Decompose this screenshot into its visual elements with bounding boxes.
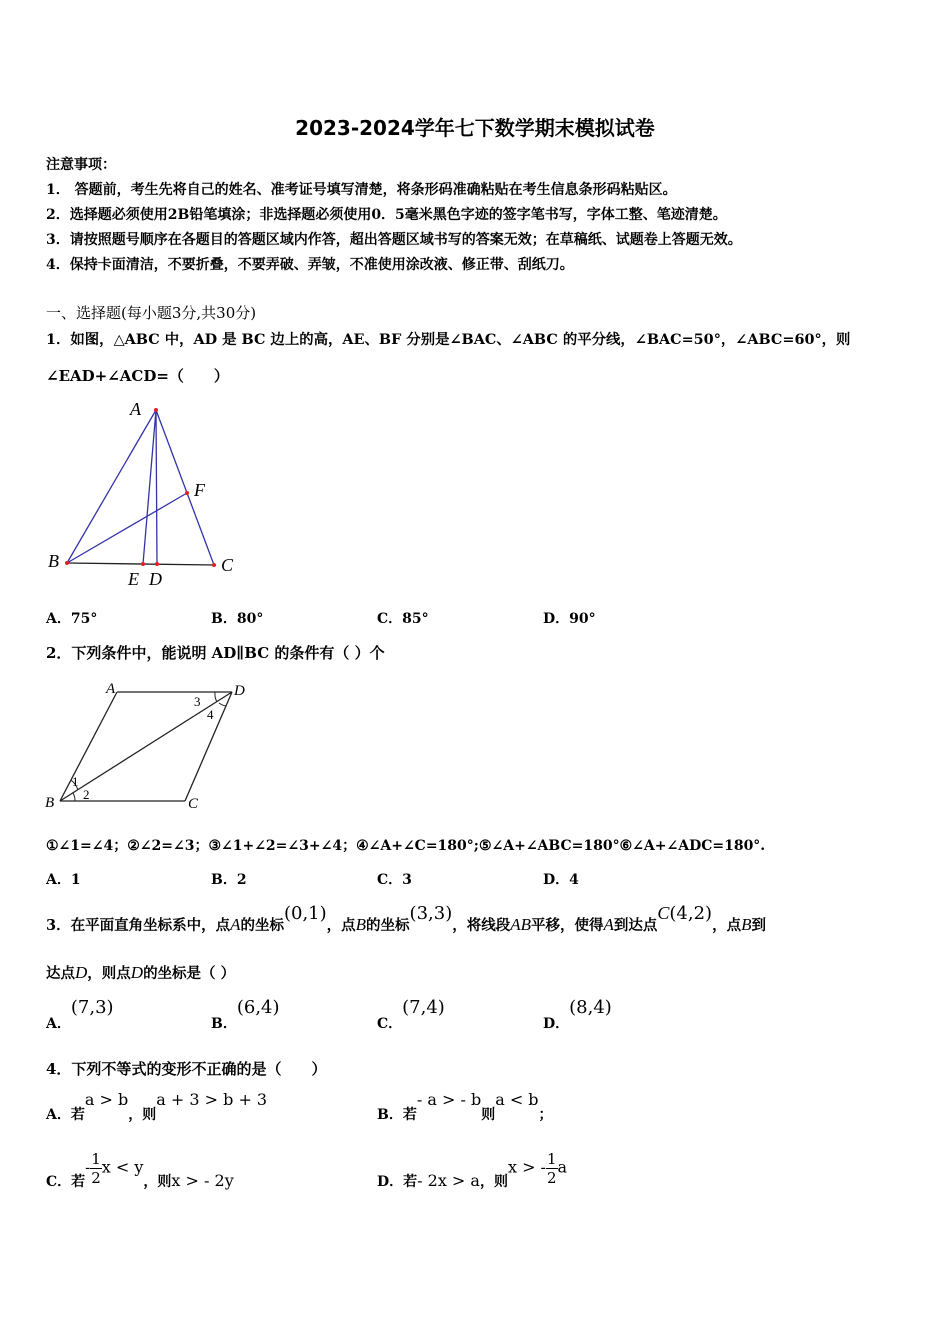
q4-option-c[interactable] <box>46 1150 234 1190</box>
q4-option-a-then: ，则 <box>128 1107 157 1123</box>
question-2-figure <box>40 676 255 816</box>
q3-option-d-label: D． <box>543 1016 570 1032</box>
segment-ad <box>156 410 157 564</box>
q4-option-d[interactable] <box>377 1150 568 1190</box>
q3-option-c-value: (7,4) <box>402 997 445 1018</box>
q4-option-c-minus: - <box>85 1158 91 1177</box>
q4-option-b-premise: - a > - b <box>416 1090 482 1109</box>
q3-text: 的坐标是（ ） <box>143 965 236 982</box>
q3-text: 3．在平面直角坐标系中，点 <box>46 917 231 934</box>
q2-option-b[interactable]: B．2 <box>211 872 247 888</box>
q3-point-d: D <box>75 963 88 982</box>
angle-arc-3 <box>215 692 217 702</box>
label-c: C <box>188 796 199 812</box>
q3-point-c: C <box>657 903 670 923</box>
label-e: E <box>128 569 139 589</box>
label-a: A <box>130 399 141 419</box>
label-a: A <box>106 681 116 697</box>
side-ab <box>67 410 156 563</box>
q3-coord-a: (0,1) <box>283 903 327 924</box>
q4-option-d-conclusion: x > - <box>507 1157 546 1177</box>
q3-coord-b: (3,3) <box>409 903 453 924</box>
q3-segment-ab: AB <box>510 915 531 934</box>
question-2-stem: 2．下列条件中，能说明 AD∥BC 的条件有（ ）个 <box>46 644 385 662</box>
q3-option-c-label: C． <box>377 1016 403 1032</box>
q3-text: 达点 <box>46 965 75 982</box>
q3-option-b-label: B． <box>211 1016 237 1032</box>
q2-option-a[interactable]: A．1 <box>46 872 81 888</box>
notice-heading: 注意事项： <box>46 157 116 173</box>
q3-text: 到 <box>751 917 766 934</box>
question-1-stem: 1．如图，△ABC 中，AD 是 BC 边上的高，AE、BF 分别是∠BAC、∠ABC 的平分线，∠BAC=50°，∠ABC=60°，则 <box>46 331 851 348</box>
q3-option-a-value: (7,3) <box>70 997 114 1018</box>
q4-option-c-fraction <box>90 1150 102 1187</box>
q4-option-a-label: A．若 <box>46 1107 85 1123</box>
q3-point-b: B <box>741 915 752 934</box>
segment-ae <box>143 410 156 564</box>
fraction-numerator: 1 <box>546 1150 557 1168</box>
label-f: F <box>194 480 205 500</box>
q3-option-d-value: (8,4) <box>569 997 612 1018</box>
notice-item: 3．请按照题号顺序在各题目的答题区域内作答，超出答题区域书写的答案无效；在草稿纸、试题卷上答题无效。 <box>46 232 742 248</box>
question-1-figure <box>40 395 250 590</box>
q4-option-a-premise: a > b <box>84 1090 129 1109</box>
q4-option-d-label: D．若 <box>377 1173 418 1190</box>
point-d <box>155 562 159 566</box>
q3-option-d[interactable] <box>543 997 612 1032</box>
q4-option-c-then: ，则 <box>143 1173 172 1190</box>
notice-item: 4．保持卡面清洁，不要折叠，不要弄破、弄皱，不准使用涂改液、修正带、刮纸刀。 <box>46 257 574 273</box>
point-b <box>65 561 69 565</box>
q3-coord-c: (4,2) <box>669 903 713 924</box>
q1-option-b[interactable]: B．80° <box>211 611 264 627</box>
q4-option-c-premise: x < y <box>101 1157 144 1177</box>
q1-option-d[interactable]: D．90° <box>543 611 596 627</box>
segment-bf <box>67 493 187 563</box>
q3-option-b-value: (6,4) <box>236 997 280 1018</box>
q3-option-b[interactable] <box>211 997 280 1032</box>
side-ac <box>156 410 214 565</box>
q3-text: ，点 <box>712 917 742 934</box>
question-1-stem-cont: ∠EAD+∠ACD=（ ） <box>46 367 229 385</box>
question-2-conditions: ①∠1=∠4；②∠2=∠3；③∠1+∠2=∠3+∠4；④∠A+∠C=180°;⑤∠A+∠ABC=180°⑥∠A+∠ADC=180°. <box>46 838 766 854</box>
label-b: B <box>45 795 55 811</box>
q1-option-c[interactable]: C．85° <box>377 611 429 627</box>
point-f <box>185 491 189 495</box>
notice-item: 1． 答题前，考生先将自己的姓名、准考证号填写清楚，将条形码准确粘贴在考生信息条形码粘贴区。 <box>46 182 677 198</box>
q4-option-b-end: ； <box>538 1107 553 1123</box>
fraction-numerator: 1 <box>91 1150 101 1168</box>
q4-option-b[interactable] <box>377 1090 553 1123</box>
q4-option-d-premise: - 2x > a <box>417 1170 480 1190</box>
section-heading: 一、选择题(每小题3分,共30分) <box>46 304 257 322</box>
q3-point-b: B <box>355 915 367 934</box>
q3-text: ，将线段 <box>452 917 511 934</box>
question-3-stem-cont <box>46 962 235 983</box>
q4-option-c-conclusion: x > - 2y <box>171 1170 234 1190</box>
q1-option-a[interactable]: A．75° <box>46 611 98 627</box>
q3-text: 的坐标 <box>240 917 284 934</box>
fraction-denominator: 2 <box>91 1169 101 1187</box>
label-angle-2: 2 <box>83 787 90 802</box>
q4-option-a[interactable] <box>46 1090 268 1123</box>
q3-option-a[interactable] <box>46 997 114 1032</box>
label-angle-3: 3 <box>194 694 201 709</box>
q2-option-c[interactable]: C．3 <box>377 872 412 888</box>
q3-point-d: D <box>130 963 144 982</box>
q3-option-c[interactable] <box>377 997 445 1032</box>
label-c: C <box>221 555 234 575</box>
q3-text: ，点 <box>326 917 356 934</box>
label-d: D <box>234 683 245 699</box>
notice-item: 2．选择题必须使用2B铅笔填涂；非选择题必须使用0．5毫米黑色字迹的签字笔书写，字体工整、笔迹清楚。 <box>46 207 727 223</box>
point-c <box>212 563 216 567</box>
q3-text: 平移，使得 <box>531 917 604 934</box>
q4-option-b-conclusion: a < b <box>495 1090 539 1109</box>
q4-option-c-label: C．若 <box>46 1173 86 1190</box>
q4-option-d-conclusion-var: a <box>557 1157 568 1177</box>
fraction-denominator: 2 <box>546 1169 557 1187</box>
q3-text: ，则点 <box>87 965 131 982</box>
q4-option-a-conclusion: a + 3 > b + 3 <box>156 1090 268 1109</box>
page-title: 2023-2024学年七下数学期末模拟试卷 <box>295 116 655 140</box>
point-e <box>141 562 145 566</box>
q3-point-a: A <box>603 915 614 934</box>
angle-arc-4 <box>219 703 226 706</box>
q4-option-b-then: 则 <box>481 1107 496 1123</box>
label-angle-1: 1 <box>72 774 79 789</box>
q3-point-a: A <box>230 915 241 934</box>
q4-option-b-label: B．若 <box>377 1107 417 1123</box>
q4-option-d-fraction <box>546 1150 558 1187</box>
q3-text: 的坐标 <box>366 917 410 934</box>
label-angle-4: 4 <box>207 707 214 722</box>
question-4-stem: 4．下列不等式的变形不正确的是（ ） <box>46 1060 327 1078</box>
point-a <box>154 408 158 412</box>
label-b: B <box>48 551 59 571</box>
q4-option-d-then: ，则 <box>479 1173 508 1190</box>
angle-arc-2 <box>73 793 75 801</box>
q2-option-d[interactable]: D．4 <box>543 872 579 888</box>
q3-option-a-label: A． <box>46 1016 71 1032</box>
question-3-stem <box>46 903 766 934</box>
side-bc <box>67 563 214 565</box>
side-ab <box>60 692 117 801</box>
q3-text: 到达点 <box>613 917 658 934</box>
label-d: D <box>149 569 162 589</box>
